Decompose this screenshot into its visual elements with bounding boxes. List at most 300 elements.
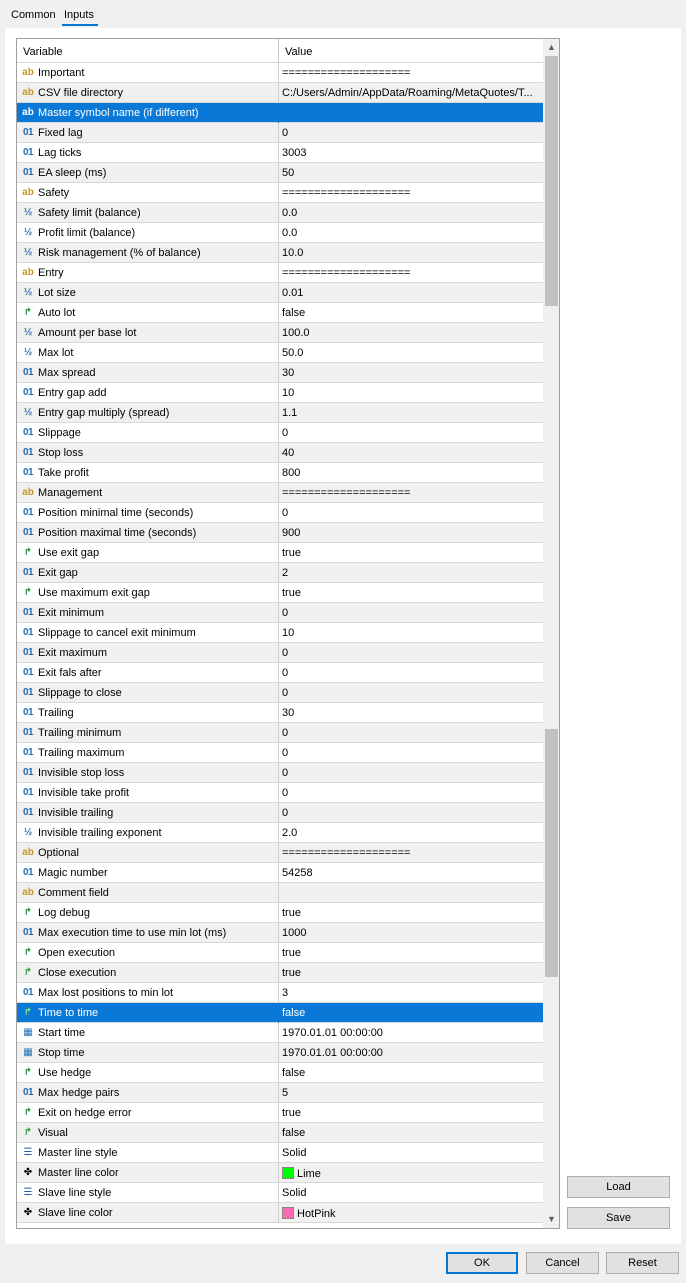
variable-name: Master line style [38, 1147, 118, 1159]
variable-name: Safety limit (balance) [38, 207, 141, 219]
cell-divider [278, 123, 279, 143]
variable-name: Time to time [38, 1007, 99, 1019]
variable-name: Slave line style [38, 1187, 112, 1199]
table-row[interactable] [17, 923, 543, 943]
variable-value[interactable] [282, 947, 538, 959]
cell-divider [278, 143, 279, 163]
variable-name: Management [38, 487, 103, 499]
variable-value[interactable] [282, 1147, 538, 1159]
cell-divider [278, 1203, 279, 1223]
scroll-up-arrow-icon[interactable]: ▲ [547, 42, 556, 52]
cell-divider [278, 63, 279, 83]
variable-name: Visual [38, 1127, 68, 1139]
cell-divider [278, 1063, 279, 1083]
integer-type-icon: 01 [22, 427, 34, 438]
variable-name: Use hedge [38, 1067, 92, 1079]
value-text: HotPink [297, 1208, 336, 1220]
table-row[interactable] [17, 803, 543, 823]
variable-value[interactable] [282, 687, 538, 699]
cell-divider [278, 823, 279, 843]
vertical-scrollbar[interactable] [543, 39, 560, 1228]
variable-value[interactable] [282, 207, 538, 219]
table-row[interactable] [17, 1163, 543, 1183]
value-text: true [282, 587, 301, 599]
calendar-icon: ▦ [23, 1047, 33, 1058]
variable-value[interactable] [282, 1107, 538, 1119]
table-row[interactable] [17, 363, 543, 383]
variable-value[interactable] [282, 587, 538, 599]
bool-type-icon: ↱ [23, 1007, 33, 1018]
cell-divider [278, 403, 279, 423]
table-row[interactable] [17, 1063, 543, 1083]
variable-value[interactable] [282, 727, 538, 739]
variable-value[interactable] [282, 1207, 538, 1220]
value-text: 0 [282, 747, 289, 759]
cell-divider [278, 703, 279, 723]
integer-type-icon: 01 [22, 807, 34, 818]
cell-divider [278, 163, 279, 183]
integer-type-icon: 01 [22, 667, 34, 678]
variable-name: Trailing minimum [38, 727, 122, 739]
save-button[interactable]: Save [567, 1207, 670, 1229]
integer-type-icon: 01 [22, 367, 34, 378]
double-type-icon: ½ [23, 247, 33, 258]
cell-divider [278, 783, 279, 803]
table-row[interactable] [17, 143, 543, 163]
variable-value[interactable] [282, 607, 538, 619]
cell-divider [278, 603, 279, 623]
string-type-icon: ab [22, 887, 34, 898]
bool-type-icon: ↱ [23, 587, 33, 598]
table-row[interactable] [17, 303, 543, 323]
value-text: 0 [282, 127, 289, 139]
column-header-variable[interactable]: Variable [23, 46, 63, 58]
scrollbar-thumb[interactable] [545, 56, 558, 306]
cell-divider [278, 463, 279, 483]
variable-name: Slippage [38, 427, 81, 439]
cell-divider [278, 1043, 279, 1063]
integer-type-icon: 01 [22, 747, 34, 758]
variable-name: Exit maximum [38, 647, 108, 659]
inputs-grid [16, 38, 560, 1229]
integer-type-icon: 01 [22, 167, 34, 178]
cancel-button[interactable]: Cancel [526, 1252, 599, 1274]
table-row[interactable] [17, 1043, 543, 1063]
cell-divider [278, 863, 279, 883]
cell-divider [278, 983, 279, 1003]
line-style-icon: ☰ [23, 1187, 33, 1198]
variable-value[interactable] [282, 627, 538, 639]
variable-name: Profit limit (balance) [38, 227, 136, 239]
cell-divider [278, 1023, 279, 1043]
table-row[interactable] [17, 1123, 543, 1143]
integer-type-icon: 01 [22, 647, 34, 658]
tab-inputs[interactable]: Inputs [64, 9, 94, 21]
cell-divider [278, 263, 279, 283]
table-row[interactable] [17, 563, 543, 583]
table-row[interactable] [17, 1023, 543, 1043]
value-text: 10.0 [282, 247, 304, 259]
table-row[interactable] [17, 383, 543, 403]
string-type-icon: ab [22, 87, 34, 98]
cell-divider [278, 423, 279, 443]
reset-button[interactable]: Reset [606, 1252, 679, 1274]
calendar-icon: ▦ [23, 1027, 33, 1038]
table-row[interactable] [17, 423, 543, 443]
variable-value[interactable] [282, 787, 538, 799]
table-row[interactable] [17, 863, 543, 883]
table-row[interactable] [17, 83, 543, 103]
variable-name: Invisible stop loss [38, 767, 125, 779]
grid-rows [17, 63, 543, 1223]
variable-value[interactable] [282, 547, 538, 559]
variable-value[interactable] [282, 807, 538, 819]
value-text: 0 [282, 507, 289, 519]
variable-value[interactable] [282, 1027, 538, 1039]
table-row[interactable] [17, 183, 543, 203]
table-row[interactable] [17, 883, 543, 903]
variable-value[interactable] [282, 247, 538, 259]
variable-name: Important [38, 67, 85, 79]
table-row[interactable] [17, 1143, 543, 1163]
integer-type-icon: 01 [22, 867, 34, 878]
table-row[interactable] [17, 1203, 543, 1223]
cell-divider [278, 243, 279, 263]
integer-type-icon: 01 [22, 687, 34, 698]
double-type-icon: ½ [23, 287, 33, 298]
table-row[interactable] [17, 103, 543, 123]
string-type-icon: ab [22, 487, 34, 498]
tab-bar [0, 0, 686, 28]
table-row[interactable] [17, 1183, 543, 1203]
variable-name: Slave line color [38, 1207, 113, 1219]
variable-name: Log debug [38, 907, 90, 919]
variable-value[interactable] [282, 407, 538, 419]
cell-divider [278, 963, 279, 983]
cell-divider [278, 83, 279, 103]
variable-value[interactable] [282, 927, 538, 939]
integer-type-icon: 01 [22, 927, 34, 938]
value-text: ==================== [282, 487, 411, 499]
table-row[interactable] [17, 503, 543, 523]
variable-value[interactable] [282, 1087, 538, 1099]
table-row[interactable] [17, 63, 543, 83]
table-row[interactable] [17, 683, 543, 703]
variable-value[interactable] [282, 187, 538, 199]
variable-value[interactable] [282, 747, 538, 759]
variable-value[interactable] [282, 327, 538, 339]
variable-value[interactable] [282, 1187, 538, 1199]
variable-name: Invisible trailing [38, 807, 114, 819]
load-button[interactable]: Load [567, 1176, 670, 1198]
integer-type-icon: 01 [22, 627, 34, 638]
integer-type-icon: 01 [22, 727, 34, 738]
cell-divider [278, 103, 279, 123]
string-type-icon: ab [22, 107, 34, 118]
variable-value[interactable] [282, 1127, 538, 1139]
cell-divider [278, 643, 279, 663]
variable-value[interactable] [282, 147, 538, 159]
scrollbar-thumb-lower[interactable] [545, 729, 558, 977]
cell-divider [278, 443, 279, 463]
variable-value[interactable] [282, 447, 538, 459]
table-row[interactable] [17, 543, 543, 563]
table-row[interactable] [17, 203, 543, 223]
value-text: 0 [282, 727, 289, 739]
table-row[interactable] [17, 443, 543, 463]
double-type-icon: ½ [23, 207, 33, 218]
cell-divider [278, 323, 279, 343]
variable-name: Trailing maximum [38, 747, 125, 759]
integer-type-icon: 01 [22, 987, 34, 998]
cell-divider [278, 1123, 279, 1143]
variable-value[interactable] [282, 567, 538, 579]
value-text: 40 [282, 447, 295, 459]
table-row[interactable] [17, 523, 543, 543]
variable-value[interactable] [282, 647, 538, 659]
variable-value[interactable] [282, 1167, 538, 1180]
cell-divider [278, 583, 279, 603]
variable-name: Exit on hedge error [38, 1107, 132, 1119]
variable-name: Use maximum exit gap [38, 587, 150, 599]
variable-name: Max spread [38, 367, 96, 379]
table-row[interactable] [17, 983, 543, 1003]
variable-value[interactable] [282, 907, 538, 919]
variable-value[interactable] [282, 967, 538, 979]
double-type-icon: ½ [23, 327, 33, 338]
variable-value[interactable] [282, 507, 538, 519]
cell-divider [278, 623, 279, 643]
variable-value[interactable] [282, 1047, 538, 1059]
value-text: 0 [282, 807, 289, 819]
cell-divider [278, 303, 279, 323]
cell-divider [278, 483, 279, 503]
table-row[interactable] [17, 763, 543, 783]
variable-name: Invisible take profit [38, 787, 130, 799]
integer-type-icon: 01 [22, 447, 34, 458]
table-row[interactable] [17, 163, 543, 183]
variable-value[interactable] [282, 387, 538, 399]
ok-button[interactable]: OK [446, 1252, 518, 1274]
integer-type-icon: 01 [22, 787, 34, 798]
string-type-icon: ab [22, 847, 34, 858]
variable-value[interactable] [282, 487, 538, 499]
variable-name: Position maximal time (seconds) [38, 527, 197, 539]
variable-name: Exit minimum [38, 607, 105, 619]
grid-header [17, 39, 543, 63]
variable-value[interactable] [282, 767, 538, 779]
variable-name: Slippage to cancel exit minimum [38, 627, 196, 639]
table-row[interactable] [17, 283, 543, 303]
table-row[interactable] [17, 903, 543, 923]
variable-value[interactable] [282, 307, 538, 319]
variable-name: Slippage to close [38, 687, 122, 699]
integer-type-icon: 01 [22, 507, 34, 518]
variable-name: Auto lot [38, 307, 76, 319]
cell-divider [278, 183, 279, 203]
cell-divider [278, 1083, 279, 1103]
table-row[interactable] [17, 1003, 543, 1023]
value-text: 0 [282, 427, 289, 439]
table-row[interactable] [17, 263, 543, 283]
value-text: ==================== [282, 847, 411, 859]
table-row[interactable] [17, 1083, 543, 1103]
bool-type-icon: ↱ [23, 907, 33, 918]
table-row[interactable] [17, 343, 543, 363]
string-type-icon: ab [22, 187, 34, 198]
cell-divider [278, 903, 279, 923]
value-text: true [282, 967, 301, 979]
variable-value[interactable] [282, 347, 538, 359]
column-divider[interactable] [278, 39, 279, 63]
value-text: 1.1 [282, 407, 298, 419]
variable-value[interactable] [282, 987, 538, 999]
variable-name: Max lot [38, 347, 74, 359]
table-row[interactable] [17, 123, 543, 143]
variable-value[interactable] [282, 867, 538, 879]
value-text: 0.0 [282, 207, 298, 219]
column-header-value[interactable]: Value [285, 46, 313, 58]
table-row[interactable] [17, 1103, 543, 1123]
cell-divider [278, 503, 279, 523]
table-row[interactable] [17, 243, 543, 263]
table-row[interactable] [17, 623, 543, 643]
string-type-icon: ab [22, 67, 34, 78]
variable-value[interactable] [282, 467, 538, 479]
variable-value[interactable] [282, 847, 538, 859]
variable-value[interactable] [282, 67, 538, 79]
value-text: 100.0 [282, 327, 310, 339]
variable-name: Max hedge pairs [38, 1087, 120, 1099]
table-row[interactable] [17, 743, 543, 763]
value-text: 30 [282, 367, 295, 379]
table-row[interactable] [17, 723, 543, 743]
value-text: ==================== [282, 187, 411, 199]
table-row[interactable] [17, 463, 543, 483]
value-text: 3003 [282, 147, 307, 159]
value-text: 0 [282, 607, 289, 619]
variable-value[interactable] [282, 827, 538, 839]
table-row[interactable] [17, 783, 543, 803]
cell-divider [278, 763, 279, 783]
variable-value[interactable] [282, 87, 538, 99]
table-row[interactable] [17, 843, 543, 863]
variable-name: Optional [38, 847, 79, 859]
variable-value[interactable] [282, 267, 538, 279]
cell-divider [278, 943, 279, 963]
variable-name: Open execution [38, 947, 116, 959]
variable-value[interactable] [282, 367, 538, 379]
variable-name: Max lost positions to min lot [38, 987, 174, 999]
integer-type-icon: 01 [22, 1087, 34, 1098]
integer-type-icon: 01 [22, 467, 34, 478]
variable-name: Trailing [38, 707, 74, 719]
table-row[interactable] [17, 823, 543, 843]
variable-value[interactable] [282, 167, 538, 179]
double-type-icon: ½ [23, 347, 33, 358]
variable-value[interactable] [282, 527, 538, 539]
variable-name: Position minimal time (seconds) [38, 507, 194, 519]
cell-divider [278, 1183, 279, 1203]
table-row[interactable] [17, 943, 543, 963]
integer-type-icon: 01 [22, 387, 34, 398]
cell-divider [278, 1143, 279, 1163]
variable-name: Entry gap add [38, 387, 107, 399]
value-text: 2.0 [282, 827, 298, 839]
active-tab-indicator [62, 24, 98, 26]
cell-divider [278, 1103, 279, 1123]
table-row[interactable] [17, 703, 543, 723]
variable-value[interactable] [282, 1067, 538, 1079]
variable-value[interactable] [282, 227, 538, 239]
tab-common[interactable]: Common [11, 9, 56, 21]
value-text: ==================== [282, 67, 411, 79]
cell-divider [278, 563, 279, 583]
value-text: 0 [282, 787, 289, 799]
cell-divider [278, 883, 279, 903]
variable-name: Take profit [38, 467, 89, 479]
table-row[interactable] [17, 603, 543, 623]
table-row[interactable] [17, 403, 543, 423]
integer-type-icon: 01 [22, 127, 34, 138]
cell-divider [278, 363, 279, 383]
variable-name: Stop loss [38, 447, 84, 459]
bool-type-icon: ↱ [23, 1127, 33, 1138]
value-text: 3 [282, 987, 289, 999]
table-row[interactable] [17, 583, 543, 603]
variable-name: Magic number [38, 867, 108, 879]
double-type-icon: ½ [23, 407, 33, 418]
table-row[interactable] [17, 643, 543, 663]
variable-name: EA sleep (ms) [38, 167, 107, 179]
value-text: 0.01 [282, 287, 304, 299]
value-text: 0 [282, 667, 289, 679]
value-text: 30 [282, 707, 295, 719]
value-text: true [282, 907, 301, 919]
variable-value[interactable] [282, 427, 538, 439]
value-text: Lime [297, 1168, 321, 1180]
bool-type-icon: ↱ [23, 1067, 33, 1078]
color-palette-icon: ✤ [23, 1207, 33, 1218]
scroll-down-arrow-icon[interactable]: ▼ [547, 1214, 556, 1224]
variable-value[interactable] [282, 287, 538, 299]
value-text: true [282, 1107, 301, 1119]
variable-name: CSV file directory [38, 87, 123, 99]
variable-value[interactable] [282, 667, 538, 679]
value-text: 0 [282, 647, 289, 659]
variable-value[interactable] [282, 707, 538, 719]
value-text: 10 [282, 627, 295, 639]
variable-name: Lag ticks [38, 147, 82, 159]
value-text: 1000 [282, 927, 307, 939]
table-row[interactable] [17, 323, 543, 343]
variable-name: Close execution [38, 967, 117, 979]
integer-type-icon: 01 [22, 607, 34, 618]
cell-divider [278, 843, 279, 863]
table-row[interactable] [17, 663, 543, 683]
integer-type-icon: 01 [22, 567, 34, 578]
table-row[interactable] [17, 223, 543, 243]
bool-type-icon: ↱ [23, 1107, 33, 1118]
value-text: 1970.01.01 00:00:00 [282, 1027, 383, 1039]
table-row[interactable] [17, 483, 543, 503]
variable-value[interactable] [282, 127, 538, 139]
cell-divider [278, 723, 279, 743]
variable-name: Exit gap [38, 567, 78, 579]
table-row[interactable] [17, 963, 543, 983]
variable-value[interactable] [282, 1007, 538, 1019]
value-text: 10 [282, 387, 295, 399]
